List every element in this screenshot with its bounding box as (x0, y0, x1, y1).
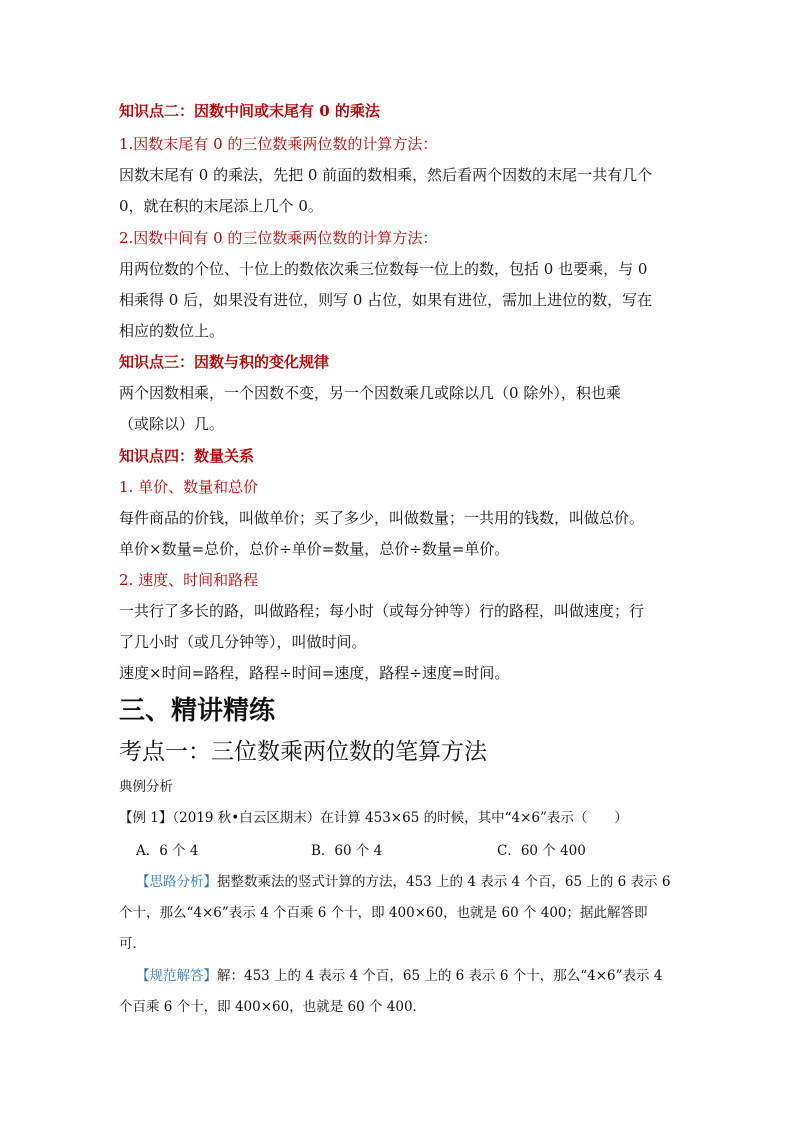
k3-title: 知识点三：因数与积的变化规律 (119, 353, 330, 371)
section3-title: 三、精讲精练 (119, 696, 276, 726)
k3-body-line1: 两个因数相乘，一个因数不变，另一个因数乘几或除以几（0 除外），积也乘 (119, 384, 621, 402)
k4-title: 知识点四：数量关系 (119, 447, 255, 465)
analysis-text1: 据整数乘法的竖式计算的方法，453 上的 4 表示 4 个百，65 上的 6 表示 6 (217, 874, 671, 890)
k2-body2-line1: 用两位数的个位、十位上的数依次乘三位数每一位上的数，包括 0 也要乘，与 0 (119, 260, 648, 278)
analysis-tag: 【思路分析】 (136, 874, 217, 890)
k3-body-line2: （或除以）几。 (119, 415, 225, 433)
option-b: B．60 个 4 (311, 843, 383, 859)
typical-label: 典例分析 (119, 779, 173, 795)
analysis-line2: 个十，那么“4×6”表示 4 个百乘 6 个十，即 400×60，也就是 60 个 400；据此解答即 (119, 905, 648, 921)
k4-body2-line3: 速度×时间=路程，路程÷时间=速度，路程÷速度=时间。 (119, 664, 510, 682)
option-c: C．60 个 400 (497, 843, 586, 859)
k2-sub1: 1.因数末尾有 0 的三位数乘两位数的计算方法： (119, 135, 438, 153)
example1-question-line (119, 808, 628, 828)
k4-sub1: 1. 单价、数量和总价 (119, 478, 259, 496)
k4-sub2: 2. 速度、时间和路程 (119, 571, 259, 589)
answer-tag: 【规范解答】 (136, 968, 217, 984)
answer-text1: 解：453 上的 4 表示 4 个百，65 上的 6 表示 6 个十，那么“4×6”表示 4 (217, 968, 663, 984)
example1-tag: 【例 1】 (119, 810, 173, 826)
example1-question: （2019 秋•白云区期末）在计算 453×65 的时候，其中“4×6”表示（ ） (172, 810, 628, 826)
analysis-line3: 可． (119, 936, 146, 952)
k2-title: 知识点二：因数中间或末尾有 0 的乘法 (119, 102, 380, 120)
option-a: A．6 个 4 (136, 843, 199, 859)
k2-body2-line3: 相应的数位上。 (119, 322, 225, 340)
k2-sub2: 2.因数中间有 0 的三位数乘两位数的计算方法： (119, 229, 438, 247)
k2-body1-line1: 因数末尾有 0 的乘法，先把 0 前面的数相乘，然后看两个因数的末尾一共有几个 (119, 166, 653, 184)
k4-body2-line1: 一共行了多长的路，叫做路程；每小时（或每分钟等）行的路程，叫做速度；行 (119, 602, 645, 620)
answer-line2: 个百乘 6 个十，即 400×60，也就是 60 个 400． (119, 999, 427, 1015)
k4-body2-line2: 了几小时（或几分钟等），叫做时间。 (119, 633, 367, 651)
analysis-line1 (136, 872, 670, 892)
k4-body1-line2: 单价×数量=总价，总价÷单价=数量，总价÷数量=单价。 (119, 540, 510, 558)
point1-title: 考点一：三位数乘两位数的笔算方法 (119, 739, 487, 765)
k4-body1-line1: 每件商品的价钱，叫做单价；买了多少，叫做数量；一共用的钱数，叫做总价。 (119, 509, 645, 527)
k2-body1-line2: 0，就在积的末尾添上几个 0。 (119, 197, 323, 215)
answer-line1 (136, 966, 662, 986)
k2-body2-line2: 相乘得 0 后，如果没有进位，则写 0 占位，如果有进位，需加上进位的数，写在 (119, 291, 653, 309)
